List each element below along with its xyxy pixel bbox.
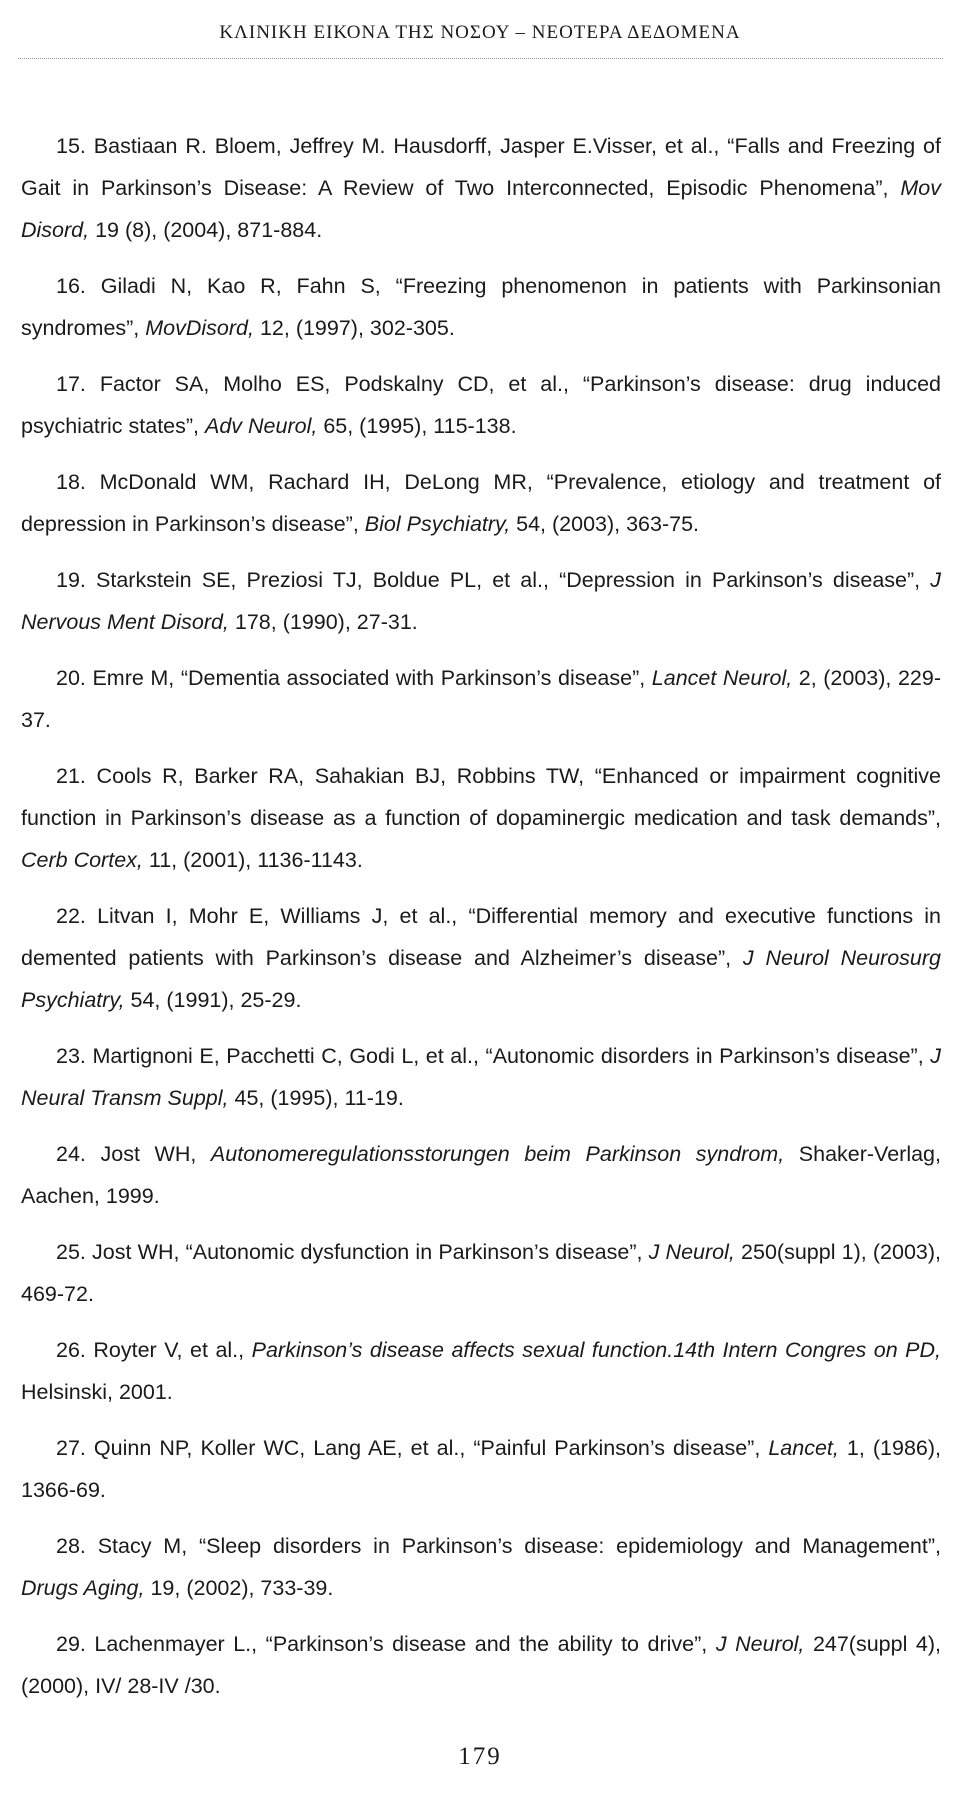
reference-text: Lachenmayer L., “Parkinson’s disease and the ability to drive”, [85,1632,716,1656]
reference-details: 19, (2002), 733-39. [144,1576,334,1600]
reference-text: Quinn NP, Koller WC, Lang AE, et al., “Painful Parkinson’s disease”, [85,1436,769,1460]
reference-details: 54, (2003), 363-75. [510,512,700,536]
reference-text: Bastiaan R. Bloem, Jeffrey M. Hausdorff, Jasper E.Visser, et al., “Falls and Freezing of Gait in Parkinson’s Disease: A Review of Two Interconnected, Episodic Phenomena”, [21,134,941,200]
reference-journal: Biol Psychiatry, [364,512,511,536]
reference-number: 29. [56,1632,86,1656]
reference-details: Shaker-Verlag, Aachen, 1999. [21,1142,941,1208]
reference-item-23 [21,1035,941,1119]
reference-text: Royter V, et al., [85,1338,252,1362]
reference-details: 178, (1990), 27-31. [228,610,418,634]
reference-journal: MovDisord, [145,316,254,340]
reference-details: 65, (1995), 115-138. [317,414,517,438]
reference-number: 24. [56,1142,86,1166]
reference-journal: Autonomeregulationsstorungen beim Parkinson syndrom, [210,1142,785,1166]
reference-number: 20. [56,666,86,690]
reference-journal: Adv Neurol, [205,414,318,438]
reference-item-24 [21,1133,941,1217]
reference-journal: Drugs Aging, [21,1576,145,1600]
reference-text: Giladi N, Kao R, Fahn S, “Freezing phenomenon in patients with Parkinsonian syndromes”, [21,274,941,340]
reference-number: 17. [56,372,86,396]
reference-journal: J Nervous Ment Disord, [21,568,941,634]
reference-journal: Cerb Cortex, [21,848,143,872]
reference-number: 23. [56,1044,86,1068]
reference-item-29 [21,1623,941,1707]
reference-journal: Lancet Neurol, [651,666,793,690]
reference-item-17 [21,363,941,447]
reference-details: 54, (1991), 25-29. [124,988,302,1012]
reference-journal: Mov Disord, [21,176,941,242]
page-number: 179 [458,1743,502,1770]
reference-journal: J Neurol, [648,1240,735,1264]
reference-journal: Lancet, [768,1436,839,1460]
reference-item-18 [21,461,941,545]
running-header: ΚΛΙΝΙΚΗ ΕΙΚΟΝΑ ΤΗΣ ΝΟΣΟΥ – ΝΕΟΤΕΡΑ ΔΕΔΟΜΕΝΑ [219,22,741,43]
header-divider [18,58,943,59]
reference-item-28 [21,1525,941,1609]
reference-text: Emre M, “Dementia associated with Parkinson’s disease”, [85,666,652,690]
reference-text: McDonald WM, Rachard IH, DeLong MR, “Prevalence, etiology and treatment of depression in Parkinson’s disease”, [21,470,941,536]
reference-details: 250(suppl 1), (2003), 469-72. [21,1240,942,1306]
reference-details: 12, (1997), 302-305. [253,316,455,340]
reference-details: 19 (8), (2004), 871-884. [89,218,323,242]
reference-text: Stacy M, “Sleep disorders in Parkinson’s disease: epidemiology and Management”, [85,1534,941,1558]
reference-journal: J Neural Transm Suppl, [21,1044,941,1110]
reference-number: 15. [56,134,86,158]
reference-item-25 [21,1231,941,1315]
reference-text: Starkstein SE, Preziosi TJ, Boldue PL, et al., “Depression in Parkinson’s disease”, [85,568,931,592]
reference-details: 11, (2001), 1136-1143. [142,848,363,872]
reference-number: 25. [56,1240,86,1264]
reference-number: 28. [56,1534,86,1558]
reference-item-26 [21,1329,941,1413]
reference-item-22 [21,895,941,1021]
reference-number: 16. [56,274,86,298]
reference-journal: J Neurol, [715,1632,805,1656]
reference-details: 2, (2003), 229-37. [21,666,941,732]
reference-text: Cools R, Barker RA, Sahakian BJ, Robbins TW, “Enhanced or impairment cognitive function in Parkinson’s disease as a function of dopaminergic medication and task demands”, [21,764,941,830]
reference-item-19 [21,559,941,643]
reference-journal: J Neurol Neurosurg Psychiatry, [21,946,942,1012]
reference-journal: Parkinson’s disease affects sexual function.14th Intern Congres on PD, [251,1338,941,1362]
reference-text: Litvan I, Mohr E, Williams J, et al., “Differential memory and executive functions in demented patients with Parkinson’s disease and Alzheimer’s disease”, [21,904,941,970]
reference-details: 1, (1986), 1366-69. [21,1436,942,1502]
reference-number: 27. [56,1436,86,1460]
reference-number: 26. [56,1338,86,1362]
reference-text: Jost WH, [85,1142,211,1166]
reference-number: 18. [56,470,86,494]
reference-item-16 [21,265,941,349]
reference-item-15 [21,125,941,251]
reference-list [21,125,941,1721]
reference-number: 22. [56,904,86,928]
reference-details: Helsinski, 2001. [21,1380,173,1404]
reference-details: 45, (1995), 11-19. [228,1086,404,1110]
reference-item-27 [21,1427,941,1511]
reference-text: Jost WH, “Autonomic dysfunction in Parkinson’s disease”, [85,1240,649,1264]
reference-details: 247(suppl 4), (2000), IV/ 28-IV /30. [21,1632,941,1698]
reference-item-20 [21,657,941,741]
reference-text: Factor SA, Molho ES, Podskalny CD, et al., “Parkinson’s disease: drug induced psychiatric states”, [21,372,941,438]
reference-number: 19. [56,568,86,592]
reference-text: Martignoni E, Pacchetti C, Godi L, et al., “Autonomic disorders in Parkinson’s disease”, [85,1044,931,1068]
reference-item-21 [21,755,941,881]
reference-number: 21. [56,764,86,788]
